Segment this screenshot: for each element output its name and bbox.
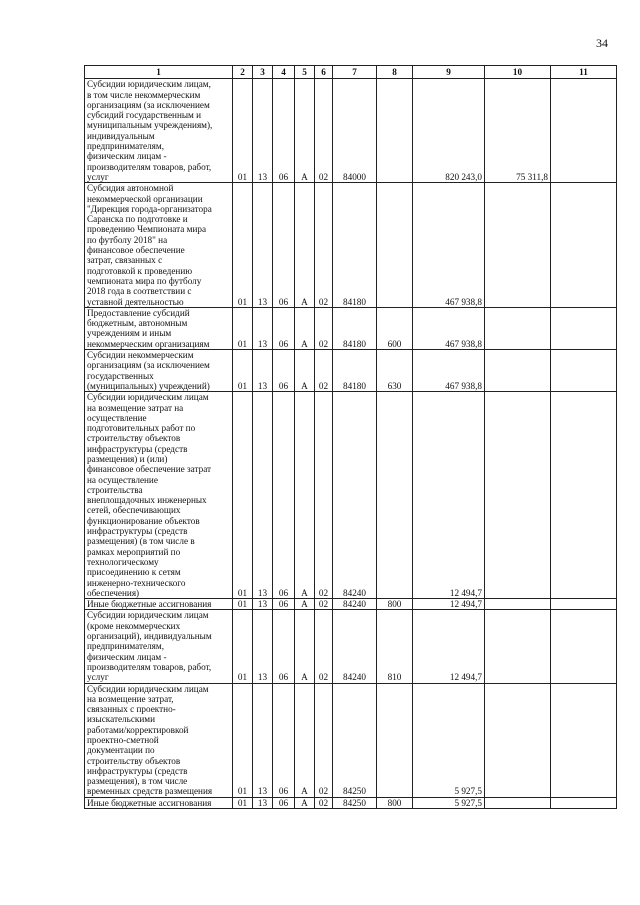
description-line: физическим лицам - xyxy=(87,651,167,662)
description-line: на возмещение затрат на xyxy=(87,402,184,413)
amount-col-11 xyxy=(551,79,617,183)
description-line: проектно-сметной xyxy=(87,735,159,745)
description-line: внеплощадочных инженерных xyxy=(87,495,207,506)
subsection-code: 13 xyxy=(253,797,273,808)
description-line: услуг xyxy=(87,672,109,683)
section-code: 01 xyxy=(233,610,253,683)
subprogram-code: А xyxy=(295,797,315,808)
description-line: субсидий государственным и xyxy=(87,110,202,121)
expense-type-code xyxy=(377,183,413,308)
section-code: 01 xyxy=(233,797,253,808)
amount-col-10 xyxy=(485,183,551,308)
amount-col-10 xyxy=(485,797,551,808)
description-line: на осуществление xyxy=(87,474,158,485)
section-code: 01 xyxy=(233,307,253,349)
description-line: присоединению к сетям xyxy=(87,567,181,578)
expense-type-code xyxy=(377,79,413,183)
event-code: 02 xyxy=(315,610,333,683)
amount-col-11 xyxy=(551,610,617,683)
event-code: 02 xyxy=(315,307,333,349)
subprogram-code: А xyxy=(295,183,315,308)
description-line: в том числе некоммерческим xyxy=(87,89,201,100)
subprogram-code: А xyxy=(295,307,315,349)
amount-col-10: 75 311,8 xyxy=(485,79,551,183)
table-row xyxy=(85,183,617,308)
amount: 12 494,7 xyxy=(413,392,485,599)
description-line: Субсидии некоммерческим xyxy=(87,350,194,361)
program-code: 06 xyxy=(273,350,295,392)
amount-col-10 xyxy=(485,610,551,683)
target-code: 84240 xyxy=(333,599,377,610)
amount-col-10 xyxy=(485,392,551,599)
subsection-code: 13 xyxy=(253,683,273,797)
description-line: функционирование объектов xyxy=(87,515,200,526)
description-line: Саранска по подготовке и xyxy=(87,214,188,225)
subsection-code: 13 xyxy=(253,350,273,392)
description-line: организациям (за исключением xyxy=(87,360,210,371)
subsection-code: 13 xyxy=(253,599,273,610)
description-line: Субсидии юридическим лицам xyxy=(87,683,209,694)
description-line: по футболу 2018" на xyxy=(87,234,168,245)
description-line: размещения), в том числе xyxy=(87,776,188,787)
description-line: связанных с проектно- xyxy=(87,704,176,715)
target-code: 84180 xyxy=(333,350,377,392)
description-line: Субсидии юридическим лицам xyxy=(87,392,209,403)
program-code: 06 xyxy=(273,599,295,610)
amount-col-11 xyxy=(551,350,617,392)
description-line: инфраструктуры (средств xyxy=(87,443,188,454)
description-line: изыскательскими xyxy=(87,714,156,725)
table-header-row xyxy=(85,66,617,79)
row-description xyxy=(85,610,233,683)
description-line: некоммерческим организациям xyxy=(87,338,210,349)
description-line: производителям товаров, работ, xyxy=(87,661,212,672)
column-header-6: 6 xyxy=(315,66,333,79)
description-line: индивидуальным xyxy=(87,130,155,141)
section-code: 01 xyxy=(233,392,253,599)
target-code: 84240 xyxy=(333,392,377,599)
row-description xyxy=(85,392,233,599)
amount: 467 938,8 xyxy=(413,350,485,392)
description-line: учреждениям и иным xyxy=(87,328,172,339)
subprogram-code: А xyxy=(295,392,315,599)
budget-table xyxy=(84,65,617,809)
target-code: 84250 xyxy=(333,683,377,797)
column-header-9: 9 xyxy=(413,66,485,79)
column-header-2: 2 xyxy=(233,66,253,79)
description-line: Иные бюджетные ассигнования xyxy=(87,797,212,808)
description-line: Субсидии юридическим лицам xyxy=(87,610,209,621)
description-line: затрат, связанных с xyxy=(87,255,163,266)
description-line: инженерно-технического xyxy=(87,577,186,588)
description-line: предпринимателям, xyxy=(87,141,165,152)
target-code: 84180 xyxy=(333,307,377,349)
description-line: работами/корректировкой xyxy=(87,724,189,735)
column-header-4: 4 xyxy=(273,66,295,79)
page-number: 34 xyxy=(596,36,608,50)
description-line: муниципальным учреждениям), xyxy=(87,120,213,131)
table-row xyxy=(85,683,617,797)
column-header-11: 11 xyxy=(551,66,617,79)
amount: 467 938,8 xyxy=(413,183,485,308)
event-code: 02 xyxy=(315,392,333,599)
target-code: 84240 xyxy=(333,610,377,683)
table-body xyxy=(85,79,617,809)
description-line: на возмещение затрат, xyxy=(87,693,174,704)
row-description xyxy=(85,307,233,349)
subprogram-code: А xyxy=(295,683,315,797)
row-description xyxy=(85,350,233,392)
program-code: 06 xyxy=(273,307,295,349)
description-line: рамках мероприятий по xyxy=(87,546,181,557)
table-row xyxy=(85,797,617,808)
target-code: 84180 xyxy=(333,183,377,308)
description-line: документации по xyxy=(87,745,155,756)
table-row xyxy=(85,610,617,683)
table-row xyxy=(85,350,617,392)
column-header-10: 10 xyxy=(485,66,551,79)
program-code: 06 xyxy=(273,683,295,797)
event-code: 02 xyxy=(315,350,333,392)
description-line: предпринимателям, xyxy=(87,641,165,652)
program-code: 06 xyxy=(273,79,295,183)
amount-col-10 xyxy=(485,599,551,610)
event-code: 02 xyxy=(315,79,333,183)
amount-col-10 xyxy=(485,350,551,392)
column-header-7: 7 xyxy=(333,66,377,79)
subprogram-code: А xyxy=(295,610,315,683)
column-header-8: 8 xyxy=(377,66,413,79)
table-row xyxy=(85,392,617,599)
program-code: 06 xyxy=(273,392,295,599)
description-line: (муниципальных) учреждений) xyxy=(87,380,210,391)
subsection-code: 13 xyxy=(253,307,273,349)
subsection-code: 13 xyxy=(253,79,273,183)
description-line: строительству объектов xyxy=(87,433,181,444)
column-header-3: 3 xyxy=(253,66,273,79)
section-code: 01 xyxy=(233,350,253,392)
subsection-code: 13 xyxy=(253,392,273,599)
amount: 5 927,5 xyxy=(413,683,485,797)
description-line: организациям (за исключением xyxy=(87,99,210,110)
section-code: 01 xyxy=(233,79,253,183)
expense-type-code xyxy=(377,683,413,797)
row-description xyxy=(85,183,233,308)
description-line: чемпионата мира по футболу xyxy=(87,275,202,286)
amount-col-10 xyxy=(485,307,551,349)
column-header-5: 5 xyxy=(295,66,315,79)
description-line: технологическому xyxy=(87,556,159,567)
amount-col-11 xyxy=(551,307,617,349)
description-line: проведению Чемпионата мира xyxy=(87,224,207,235)
description-line: размещения) и (или) xyxy=(87,453,168,464)
description-line: финансовое обеспечение xyxy=(87,245,185,256)
description-line: подготовительных работ по xyxy=(87,423,196,434)
event-code: 02 xyxy=(315,797,333,808)
description-line: физическим лицам - xyxy=(87,151,167,162)
row-description xyxy=(85,79,233,183)
row-description xyxy=(85,599,233,610)
subprogram-code: А xyxy=(295,350,315,392)
event-code: 02 xyxy=(315,183,333,308)
expense-type-code: 800 xyxy=(377,797,413,808)
description-line: инфраструктуры (средств xyxy=(87,526,188,537)
description-line: строительству объектов xyxy=(87,755,181,766)
expense-type-code: 600 xyxy=(377,307,413,349)
description-line: обеспечения) xyxy=(87,587,140,598)
description-line: производителям товаров, работ, xyxy=(87,161,212,172)
description-line: (кроме некоммерческих xyxy=(87,620,181,631)
subsection-code: 13 xyxy=(253,610,273,683)
description-line: некоммерческой организации xyxy=(87,193,203,204)
amount: 12 494,7 xyxy=(413,610,485,683)
column-header-1: 1 xyxy=(85,66,233,79)
description-line: бюджетным, автономным xyxy=(87,318,188,329)
description-line: услуг xyxy=(87,171,109,182)
description-line: уставной деятельностью xyxy=(87,296,184,307)
expense-type-code: 630 xyxy=(377,350,413,392)
description-line: подготовкой к проведению xyxy=(87,265,193,276)
subprogram-code: А xyxy=(295,599,315,610)
amount-col-10 xyxy=(485,683,551,797)
amount: 467 938,8 xyxy=(413,307,485,349)
description-line: временных средств размещения xyxy=(87,786,213,797)
amount: 820 243,0 xyxy=(413,79,485,183)
description-line: Субсидии юридическим лицам, xyxy=(87,79,211,90)
description-line: инфраструктуры (средств xyxy=(87,765,188,776)
description-line: "Дирекция города-организатора xyxy=(87,203,212,214)
amount: 12 494,7 xyxy=(413,599,485,610)
description-line: организаций), индивидуальным xyxy=(87,631,212,642)
program-code: 06 xyxy=(273,610,295,683)
table-row xyxy=(85,599,617,610)
target-code: 84250 xyxy=(333,797,377,808)
amount-col-11 xyxy=(551,392,617,599)
program-code: 06 xyxy=(273,183,295,308)
expense-type-code xyxy=(377,392,413,599)
expense-type-code: 810 xyxy=(377,610,413,683)
program-code: 06 xyxy=(273,797,295,808)
event-code: 02 xyxy=(315,599,333,610)
description-line: строительства xyxy=(87,484,143,495)
table-row xyxy=(85,307,617,349)
subsection-code: 13 xyxy=(253,183,273,308)
table-row xyxy=(85,79,617,183)
description-line: Иные бюджетные ассигнования xyxy=(87,599,212,610)
amount-col-11 xyxy=(551,683,617,797)
description-line: 2018 года в соответствии с xyxy=(87,286,192,297)
event-code: 02 xyxy=(315,683,333,797)
row-description xyxy=(85,683,233,797)
target-code: 84000 xyxy=(333,79,377,183)
description-line: размещения) (в том числе в xyxy=(87,536,195,547)
amount-col-11 xyxy=(551,797,617,808)
amount: 5 927,5 xyxy=(413,797,485,808)
amount-col-11 xyxy=(551,183,617,308)
expense-type-code: 800 xyxy=(377,599,413,610)
description-line: осуществление xyxy=(87,412,147,423)
description-line: Предоставление субсидий xyxy=(87,307,190,318)
section-code: 01 xyxy=(233,183,253,308)
section-code: 01 xyxy=(233,683,253,797)
subprogram-code: А xyxy=(295,79,315,183)
section-code: 01 xyxy=(233,599,253,610)
row-description xyxy=(85,797,233,808)
amount-col-11 xyxy=(551,599,617,610)
description-line: сетей, обеспечивающих xyxy=(87,505,181,516)
description-line: Субсидия автономной xyxy=(87,183,174,194)
description-line: государственных xyxy=(87,370,154,381)
description-line: финансовое обеспечение затрат xyxy=(87,464,212,475)
